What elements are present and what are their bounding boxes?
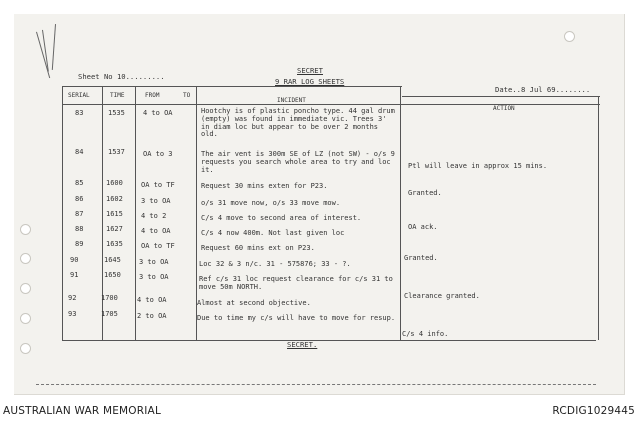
table-row-from-to: 3 to OA	[141, 197, 171, 205]
table-row-from-to: 2 to OA	[137, 312, 167, 320]
header-from: FROM	[145, 92, 160, 99]
table-row-time: 1705	[101, 310, 118, 318]
table-row-incident: Hootchy is of plastic poncho type. 44 gal drum (empty) was found in immediate vic. Trees 3' in diam loc but appear to be over 2 months old.	[201, 107, 395, 139]
binder-hole	[20, 224, 31, 235]
footer-source-label: AUSTRALIAN WAR MEMORIAL	[3, 405, 161, 417]
binder-hole	[564, 31, 575, 42]
table-row-time: 1627	[106, 225, 123, 233]
sheet-dots: .........	[125, 72, 165, 81]
sheet-number-line	[78, 73, 165, 81]
table-row-serial: 91	[70, 271, 79, 279]
table-row-from-to: 4 to 2	[141, 212, 167, 220]
table-row-serial: 86	[75, 195, 84, 203]
incident-action-divider	[400, 86, 401, 340]
table-row-from-to: OA to 3	[143, 150, 173, 158]
table-row-incident: The air vent is 300m SE of LZ (not SW) - o/s 9 requests you search whole area to try and loc it.	[201, 150, 395, 174]
table-row-from-to: OA to TF	[141, 242, 175, 250]
date-value: 8 Jul 69	[520, 85, 556, 94]
table-row-action: Granted.	[404, 254, 438, 262]
table-row-time: 1535	[108, 109, 125, 117]
table-row-time: 1615	[106, 210, 123, 218]
action-top-border	[402, 96, 600, 97]
table-left-border	[62, 86, 63, 340]
binder-hole	[20, 253, 31, 264]
table-row-serial: 88	[75, 225, 84, 233]
table-row-incident: C/s 4 move to second area of interest.	[201, 214, 362, 222]
footer-record-id: RCDIG1029445	[552, 405, 635, 417]
table-row-time: 1650	[104, 271, 121, 279]
table-row-from-to: 4 to OA	[137, 296, 167, 304]
table-top-border	[62, 86, 402, 87]
table-row-action: OA ack.	[408, 223, 438, 231]
table-row-time: 1602	[106, 195, 123, 203]
sheet-number: 10	[116, 72, 126, 81]
time-from-divider	[135, 86, 136, 340]
table-row-action: Granted.	[408, 189, 442, 197]
header-serial: SERIAL	[68, 92, 90, 99]
unit-heading: 9 RAR LOG SHEETS	[275, 77, 345, 86]
table-row-from-to: 4 to OA	[141, 227, 171, 235]
table-row-action: C/s 4 info.	[402, 330, 449, 338]
table-row-time: 1600	[106, 179, 123, 187]
sheet-bottom-edge	[36, 384, 596, 385]
date-label: Date..	[495, 85, 521, 94]
table-row-incident: C/s 4 now 400m. Not last given loc	[201, 229, 345, 237]
header-bottom-border	[62, 104, 600, 105]
table-row-serial: 85	[75, 179, 84, 187]
table-row-incident: o/s 31 move now, o/s 33 move mow.	[201, 199, 341, 207]
binder-hole	[20, 343, 31, 354]
table-right-border	[598, 96, 599, 340]
header-incident: INCIDENT	[277, 97, 306, 104]
table-row-time: 1635	[106, 240, 123, 248]
binder-hole	[20, 313, 31, 324]
table-row-serial: 84	[75, 148, 84, 156]
date-dots: ........	[555, 85, 591, 94]
table-row-incident: Request 60 mins ext on P23.	[201, 244, 315, 252]
table-row-from-to: 4 to OA	[143, 109, 173, 117]
classification-top: SECRET	[297, 66, 323, 75]
header-action: ACTION	[493, 105, 515, 112]
table-row-serial: 90	[70, 256, 79, 264]
table-row-action: Ptl will leave in approx 15 mins.	[408, 162, 548, 170]
table-row-serial: 89	[75, 240, 84, 248]
table-row-serial: 83	[75, 109, 84, 117]
table-row-time: 1645	[104, 256, 121, 264]
classification-bottom: SECRET.	[287, 340, 318, 349]
table-row-incident: Ref c/s 31 loc request clearance for c/s 31 to move 50m NORTH.	[199, 275, 393, 291]
table-row-serial: 87	[75, 210, 84, 218]
binder-hole	[20, 283, 31, 294]
table-row-incident: Request 30 mins exten for P23.	[201, 182, 328, 190]
date-line	[495, 86, 590, 94]
table-row-time: 1537	[108, 148, 125, 156]
header-time: TIME	[110, 92, 125, 99]
table-row-from-to: 3 to OA	[139, 258, 169, 266]
table-row-serial: 93	[68, 310, 77, 318]
table-row-incident: Loc 32 & 3 n/c. 31 - 575876; 33 - ?.	[199, 260, 351, 268]
table-row-serial: 92	[68, 294, 77, 302]
table-row-incident: Almost at second objective.	[197, 299, 311, 307]
table-row-time: 1700	[101, 294, 118, 302]
header-to: TO	[183, 92, 191, 99]
table-row-from-to: OA to TF	[141, 181, 175, 189]
table-row-from-to: 3 to OA	[139, 273, 169, 281]
table-bottom-border	[62, 340, 596, 341]
table-row-action: Clearance granted.	[404, 292, 480, 300]
sheet-label: Sheet No	[78, 72, 113, 81]
table-row-incident: Due to time my c/s will have to move for resup.	[197, 314, 396, 322]
